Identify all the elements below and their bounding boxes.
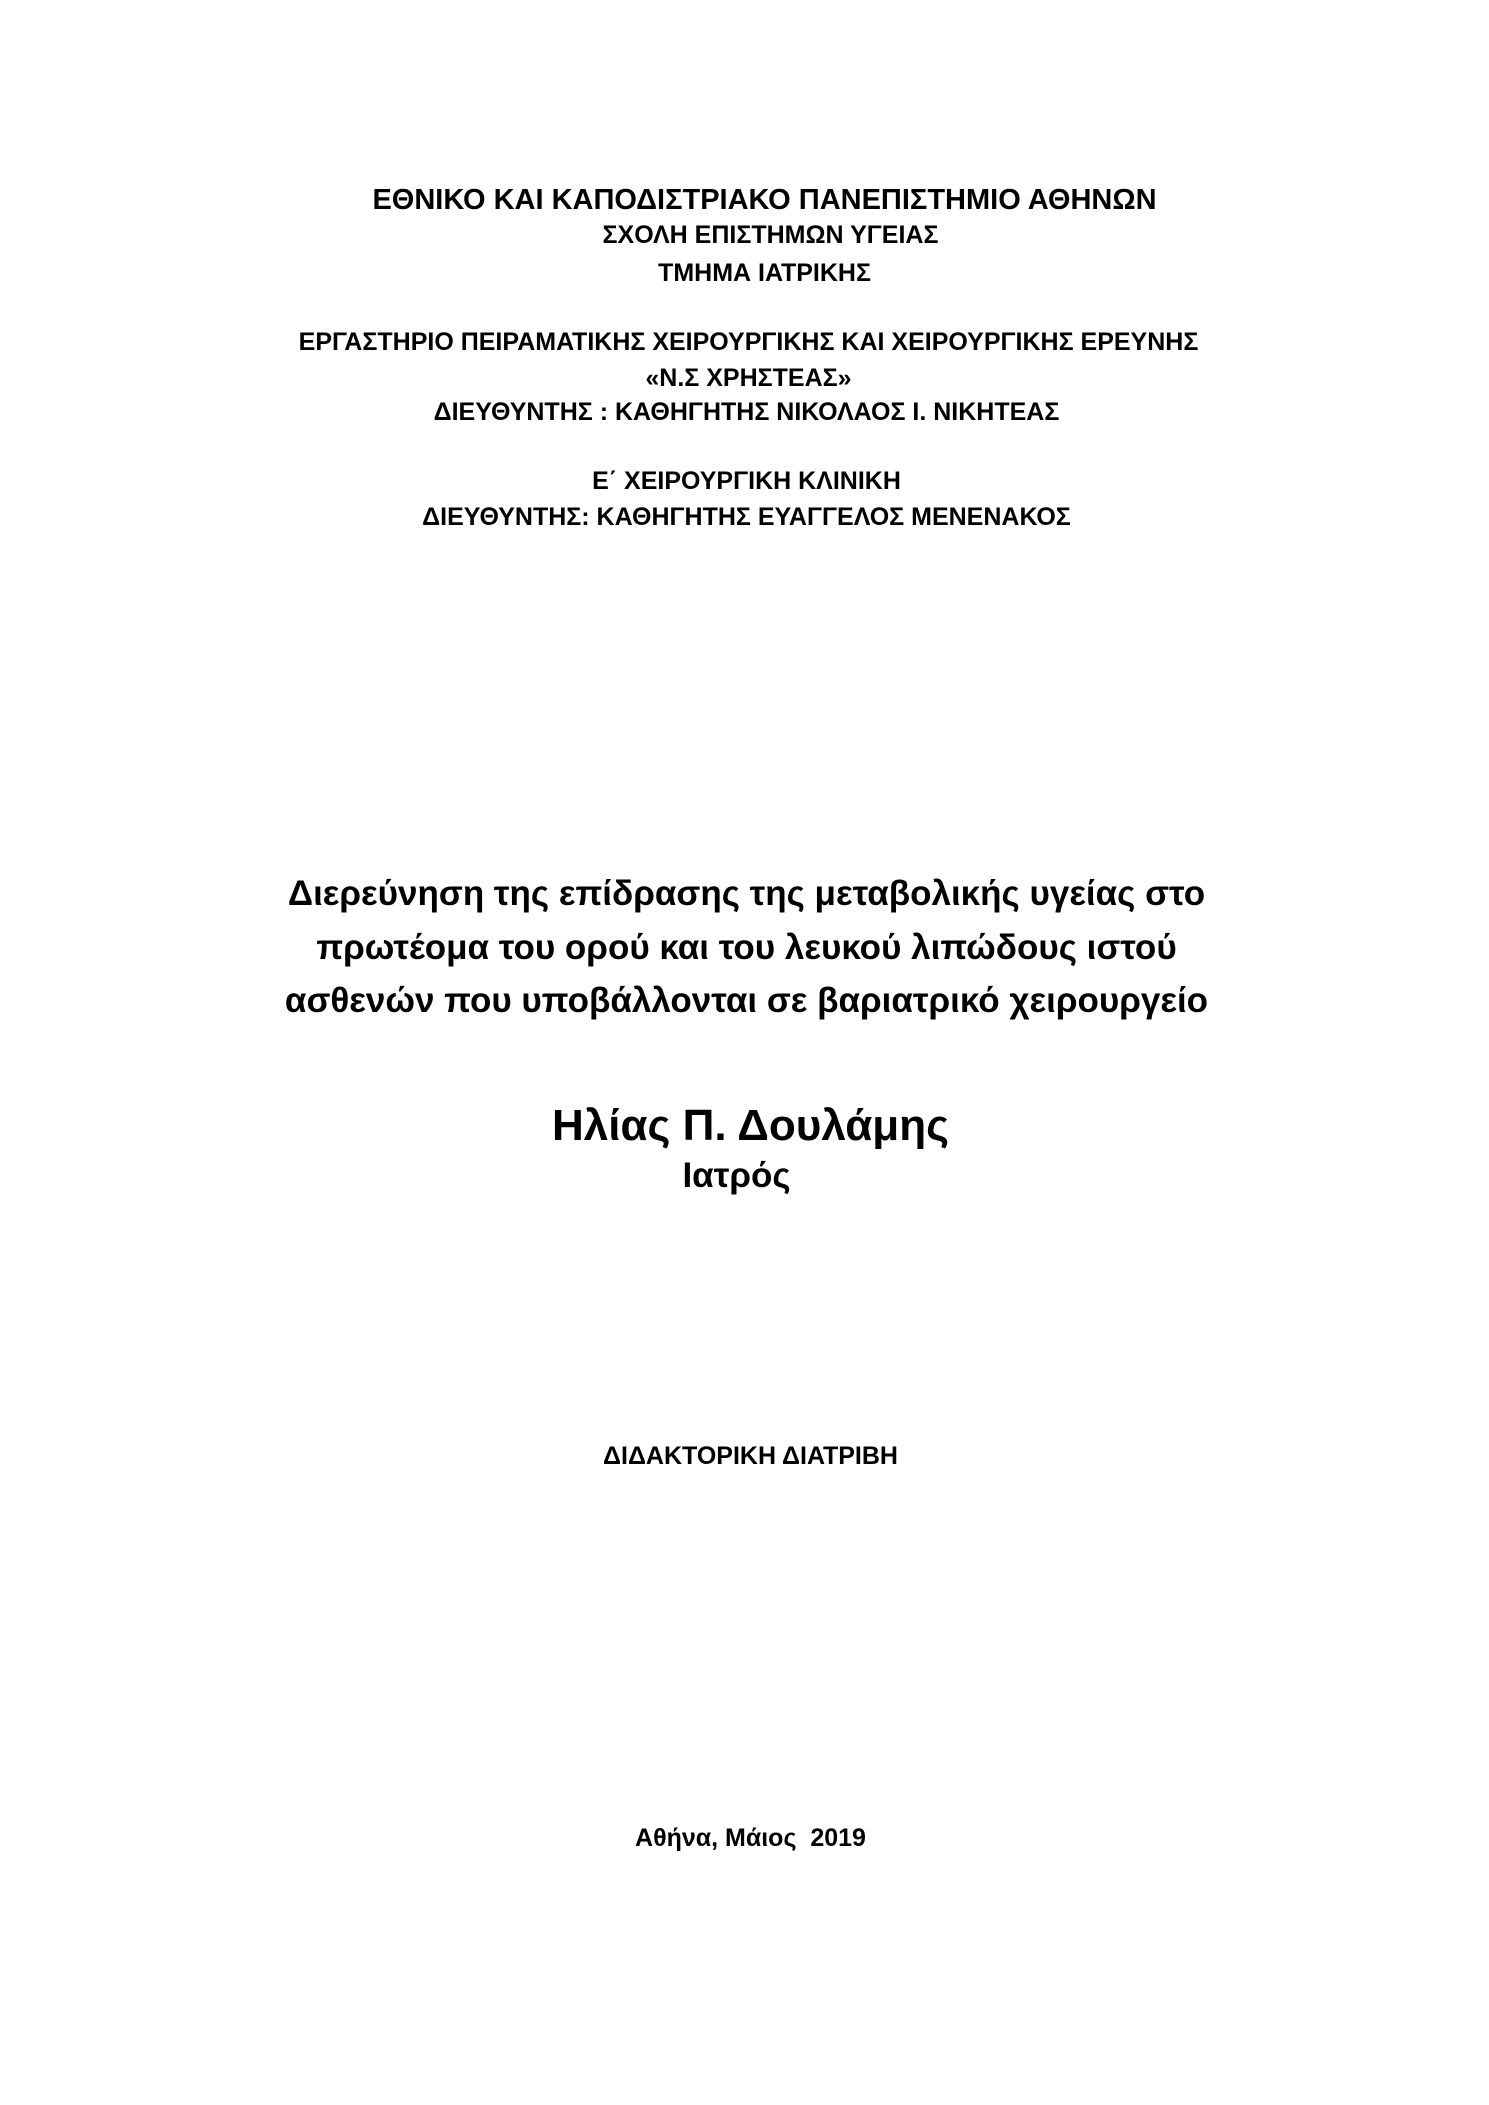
thesis-title-line-3: ασθενών που υποβάλλονται σε βαριατρικό χειρουργείο — [284, 981, 1209, 1020]
university-name: ΕΘΝΙΚΟ ΚΑΙ ΚΑΠΟΔΙΣΤΡΙΑΚΟ ΠΑΝΕΠΙΣΤΗΜΙΟ ΑΘΗΝΩΝ — [372, 184, 1157, 216]
author-name: Ηλίας Π. Δουλάμης — [552, 1101, 949, 1150]
laboratory-named-after: «Ν.Σ ΧΡΗΣΤΕΑΣ» — [645, 364, 852, 392]
place-date: Αθήνα, Μάιος 2019 — [635, 1824, 866, 1852]
clinic-director: ΔΙΕΥΘΥΝΤΗΣ: ΚΑΘΗΓΗΤΗΣ ΕΥΑΓΓΕΛΟΣ ΜΕΝΕΝΑΚΟΣ — [422, 503, 1071, 531]
school-name: ΣΧΟΛΗ ΕΠΙΣΤΗΜΩΝ ΥΓΕΙΑΣ — [602, 221, 939, 249]
department-name: ΤΜΗΜΑ ΙΑΤΡΙΚΗΣ — [658, 259, 871, 287]
thesis-title-line-1: Διερεύνηση της επίδρασης της μεταβολικής υγείας στο — [287, 874, 1206, 913]
author-role: Ιατρός — [682, 1156, 791, 1195]
laboratory-director: ΔΙΕΥΘΥΝΤΗΣ : ΚΑΘΗΓΗΤΗΣ ΝΙΚΟΛΑΟΣ Ι. ΝΙΚΗΤΕΑΣ — [433, 398, 1060, 426]
clinic-name: Ε΄ ΧΕΙΡΟΥΡΓΙΚΗ ΚΛΙΝΙΚΗ — [592, 467, 901, 495]
document-type: ΔΙΔΑΚΤΟΡΙΚΗ ΔΙΑΤΡΙΒΗ — [603, 1442, 898, 1470]
thesis-title-line-2: πρωτέομα του ορού και του λευκού λιπώδους ιστού — [316, 928, 1177, 967]
laboratory-name: ΕΡΓΑΣΤΗΡΙΟ ΠΕΙΡΑΜΑΤΙΚΗΣ ΧΕΙΡΟΥΡΓΙΚΗΣ ΚΑΙ ΧΕΙΡΟΥΡΓΙΚΗΣ ΕΡΕΥΝΗΣ — [298, 328, 1199, 356]
